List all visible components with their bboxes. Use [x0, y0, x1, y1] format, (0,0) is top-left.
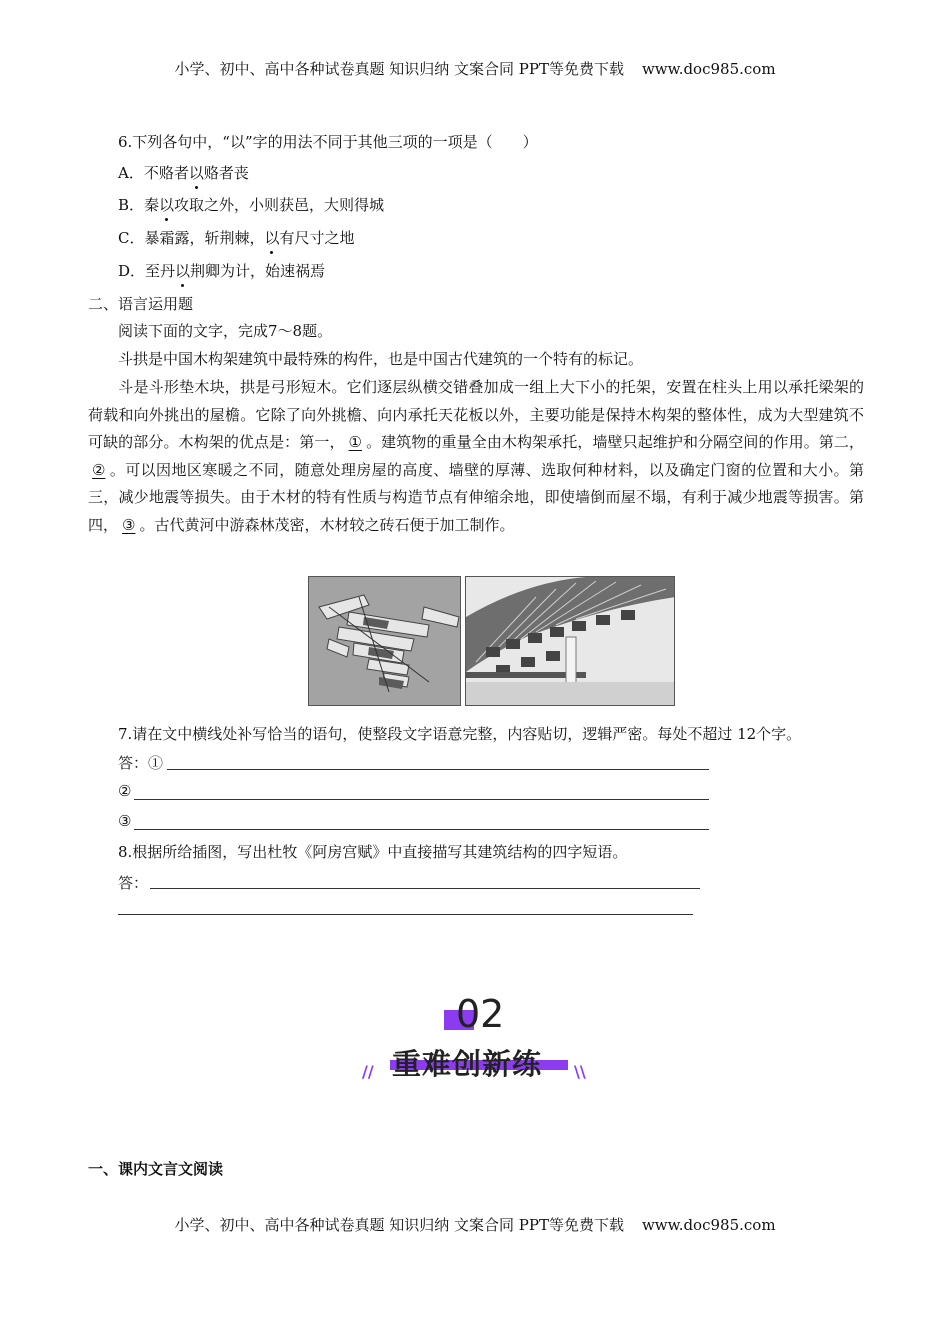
section2-title: 二、语言运用题: [88, 295, 194, 313]
blank-3: ③: [122, 515, 136, 534]
q6-option-c: C．暴霜露，斩荆棘，以有尺寸之地: [118, 229, 355, 247]
footer-text: 小学、初中、高中各种试卷真题 知识归纳 文案合同 PPT等免费下载: [174, 1216, 624, 1234]
q8-answer-line-1[interactable]: [150, 888, 700, 889]
q7-answer-line-3[interactable]: [134, 829, 709, 830]
temple-eaves-image: [465, 576, 675, 706]
banner-number: 02: [456, 992, 505, 1036]
q6-stem: 6.下列各句中，“以”字的用法不同于其他三项的一项是（ ）: [118, 133, 538, 151]
banner-left-deco: //: [362, 1062, 374, 1081]
q6-option-d: D．至丹以荆卿为计，始速祸焉: [118, 262, 326, 280]
footer-site[interactable]: www.doc985.com: [641, 1216, 776, 1234]
section2-instruction: 阅读下面的文字，完成7～8题。: [118, 322, 333, 340]
header-site[interactable]: www.doc985.com: [641, 60, 776, 78]
q7-answer-1-label: 答：①: [118, 754, 164, 772]
q7-stem: 7.请在文中横线处补写恰当的语句，使整段文字语意完整，内容贴切，逻辑严密。每处不超过 12个字。: [118, 725, 802, 743]
section3-title: 一、课内文言文阅读: [88, 1160, 224, 1178]
q7-answer-3-label: ③: [118, 812, 132, 830]
header-text: 小学、初中、高中各种试卷真题 知识归纳 文案合同 PPT等免费下载: [174, 60, 624, 78]
blank-1: ①: [348, 433, 362, 451]
page-footer: [0, 1214, 950, 1235]
q8-stem: 8.根据所给插图，写出杜牧《阿房宫赋》中直接描写其建筑结构的四字短语。: [118, 843, 628, 861]
blank-2: ②: [92, 460, 106, 479]
banner-title: 重难创新练: [392, 1047, 543, 1081]
dougong-model-image: [308, 576, 461, 706]
page-header: [0, 58, 950, 79]
q7-answer-2-label: ②: [118, 782, 132, 800]
q8-answer-line-2[interactable]: [118, 914, 693, 915]
q8-answer-label: 答：: [118, 874, 149, 892]
section-banner: [360, 990, 590, 1090]
q7-answer-line-2[interactable]: [134, 799, 709, 800]
passage-paragraph-1: 斗拱是中国木构架建筑中最特殊的构件，也是中国古代建筑的一个特有的标记。: [118, 350, 644, 368]
banner-right-deco: \\: [574, 1062, 586, 1081]
q6-option-b: B．秦以攻取之外，小则获邑，大则得城: [118, 196, 385, 214]
q7-answer-line-1[interactable]: [167, 769, 709, 770]
passage-paragraph-2: 斗是斗形垫木块，拱是弓形短木。它们逐层纵横交错叠加成一组上大下小的托架，安置在柱头上用以承托梁架的荷载和向外挑出的屋檐。它除了向外挑檐、向内承托天花板以外，主要功能是保持木构架的整体性，成为大型建筑不可缺的部分。木构架的优点是：第一， ① 。建筑物的重量全由木构架承托，墙壁只起维护和分隔空间的作用。第二，② 。可以因地区寒暖之不同，随意处理房屋的高度、墙壁的厚薄、选取何种材料，以及确定门窗的位置和大小。第三，减少地震等损失。由于木材的特有性质与构造节点有伸缩余地，即使墙倒而屋不塌，有利于减少地震等损害。第四， ③ 。古代黄河中游森林茂密，木材较之砖石便于加工制作。: [88, 374, 864, 539]
q6-option-a: A．不赂者以赂者丧: [118, 164, 249, 182]
